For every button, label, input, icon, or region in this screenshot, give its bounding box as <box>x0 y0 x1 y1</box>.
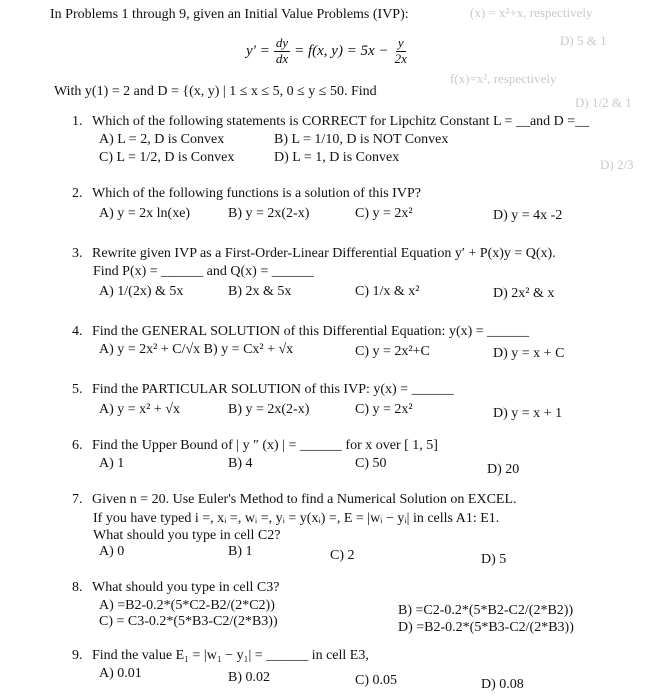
q6-option-b: B) 4 <box>228 456 253 471</box>
q3-option-c: C) 1/x & x² <box>355 284 420 299</box>
q7-option-d: D) 5 <box>481 552 507 567</box>
question-7-subtext-2: What should you type in cell C2? <box>93 528 281 543</box>
q2-option-a: A) y = 2x ln(xe) <box>99 206 191 221</box>
q4-option-d: D) y = x + C <box>493 346 565 361</box>
initial-condition-text: With y(1) = 2 and D = {(x, y) | 1 ≤ x ≤ 5, 0 ≤ y ≤ 50. Find <box>54 84 377 99</box>
q3-option-a: A) 1/(2x) & 5x <box>99 284 184 299</box>
bleed-through-text: D) 2/3 <box>600 157 634 172</box>
q5-option-b: B) y = 2x(2-x) <box>228 402 310 417</box>
q5-option-a: A) y = x² + √x <box>99 402 180 417</box>
question-5-number: 5. <box>72 382 83 397</box>
q8-option-d: D) =B2-0.2*(5*B3-C2/(2*B3)) <box>398 620 574 635</box>
q5-option-d: D) y = x + 1 <box>493 406 563 421</box>
intro-text: In Problems 1 through 9, given an Initial Value Problems (IVP): <box>50 7 409 22</box>
q9-option-b: B) 0.02 <box>228 670 270 685</box>
eq-mid: = f(x, y) = 5x − <box>294 42 389 59</box>
bleed-through-text: (x) = x²+x, respectively <box>470 5 593 20</box>
question-9-text: Find the value E₁ = |w₁ − y₁| = ______ in cell E3, <box>92 648 369 663</box>
question-4-number: 4. <box>72 324 83 339</box>
ivp-equation <box>246 36 409 67</box>
q6-option-a: A) 1 <box>99 456 125 471</box>
bleed-through-text: f(x)=x², respectively <box>450 71 557 86</box>
q3-option-b: B) 2x & 5x <box>228 284 292 299</box>
q8-option-b: B) =C2-0.2*(5*B2-C2/(2*B2)) <box>398 603 574 618</box>
question-7-text: Given n = 20. Use Euler's Method to find a Numerical Solution on EXCEL. <box>92 492 517 507</box>
question-3-number: 3. <box>72 246 83 261</box>
q1-option-a: A) L = 2, D is Convex <box>99 132 225 147</box>
question-1-text: Which of the following statements is CORRECT for Lipchitz Constant L = __and D =__ <box>92 114 590 129</box>
q7-option-c: C) 2 <box>330 548 355 563</box>
q4-option-c: C) y = 2x²+C <box>355 344 430 359</box>
q1-option-d: D) L = 1, D is Convex <box>274 150 400 165</box>
question-7-number: 7. <box>72 492 83 507</box>
question-3-subtext: Find P(x) = ______ and Q(x) = ______ <box>93 264 314 279</box>
question-9-number: 9. <box>72 648 83 663</box>
q6-option-d: D) 20 <box>487 462 520 477</box>
bleed-through-text: D) 1/2 & 1 <box>575 95 632 110</box>
question-1-number: 1. <box>72 114 83 129</box>
q9-option-c: C) 0.05 <box>355 673 397 688</box>
question-2-number: 2. <box>72 186 83 201</box>
dy-dx-fraction: $\frac{dy}{dx}$ <box>275 35 289 66</box>
eq-left: y′ = <box>246 42 270 59</box>
y-over-2x-fraction: $\frac{y}{2x}$ <box>394 35 407 66</box>
q5-option-c: C) y = 2x² <box>355 402 413 417</box>
q2-option-b: B) y = 2x(2-x) <box>228 206 310 221</box>
q3-option-d: D) 2x² & x <box>493 286 555 301</box>
q9-option-a: A) 0.01 <box>99 666 142 681</box>
q7-option-b: B) 1 <box>228 544 253 559</box>
q4-option-a-b: A) y = 2x² + C/√x B) y = Cx² + √x <box>99 342 294 357</box>
question-5-text: Find the PARTICULAR SOLUTION of this IVP: y(x) = ______ <box>92 382 454 397</box>
q7-option-a: A) 0 <box>99 544 125 559</box>
q1-option-c: C) L = 1/2, D is Convex <box>99 150 235 165</box>
question-6-text: Find the Upper Bound of | y ″ (x) | = ______ for x over [ 1, 5] <box>92 438 438 453</box>
q8-option-a: A) =B2-0.2*(5*C2-B2/(2*C2)) <box>99 598 275 613</box>
q6-option-c: C) 50 <box>355 456 387 471</box>
q9-option-d: D) 0.08 <box>481 677 524 692</box>
question-8-text: What should you type in cell C3? <box>92 580 280 595</box>
q2-option-c: C) y = 2x² <box>355 206 413 221</box>
q2-option-d: D) y = 4x -2 <box>493 208 563 223</box>
question-7-subtext: If you have typed i =, xᵢ =, wᵢ =, yᵢ = y(xᵢ) =, E = |wᵢ − yᵢ| in cells A1: E1. <box>93 511 500 526</box>
q8-option-c: C) = C3-0.2*(5*B3-C2/(2*B3)) <box>99 614 278 629</box>
question-8-number: 8. <box>72 580 83 595</box>
q1-option-b: B) L = 1/10, D is NOT Convex <box>274 132 449 147</box>
question-6-number: 6. <box>72 438 83 453</box>
question-2-text: Which of the following functions is a solution of this IVP? <box>92 186 421 201</box>
question-3-text: Rewrite given IVP as a First-Order-Linear Differential Equation y′ + P(x)y = Q(x). <box>92 246 556 261</box>
bleed-through-text: D) 5 & 1 <box>560 33 607 48</box>
question-4-text: Find the GENERAL SOLUTION of this Differential Equation: y(x) = ______ <box>92 324 530 339</box>
